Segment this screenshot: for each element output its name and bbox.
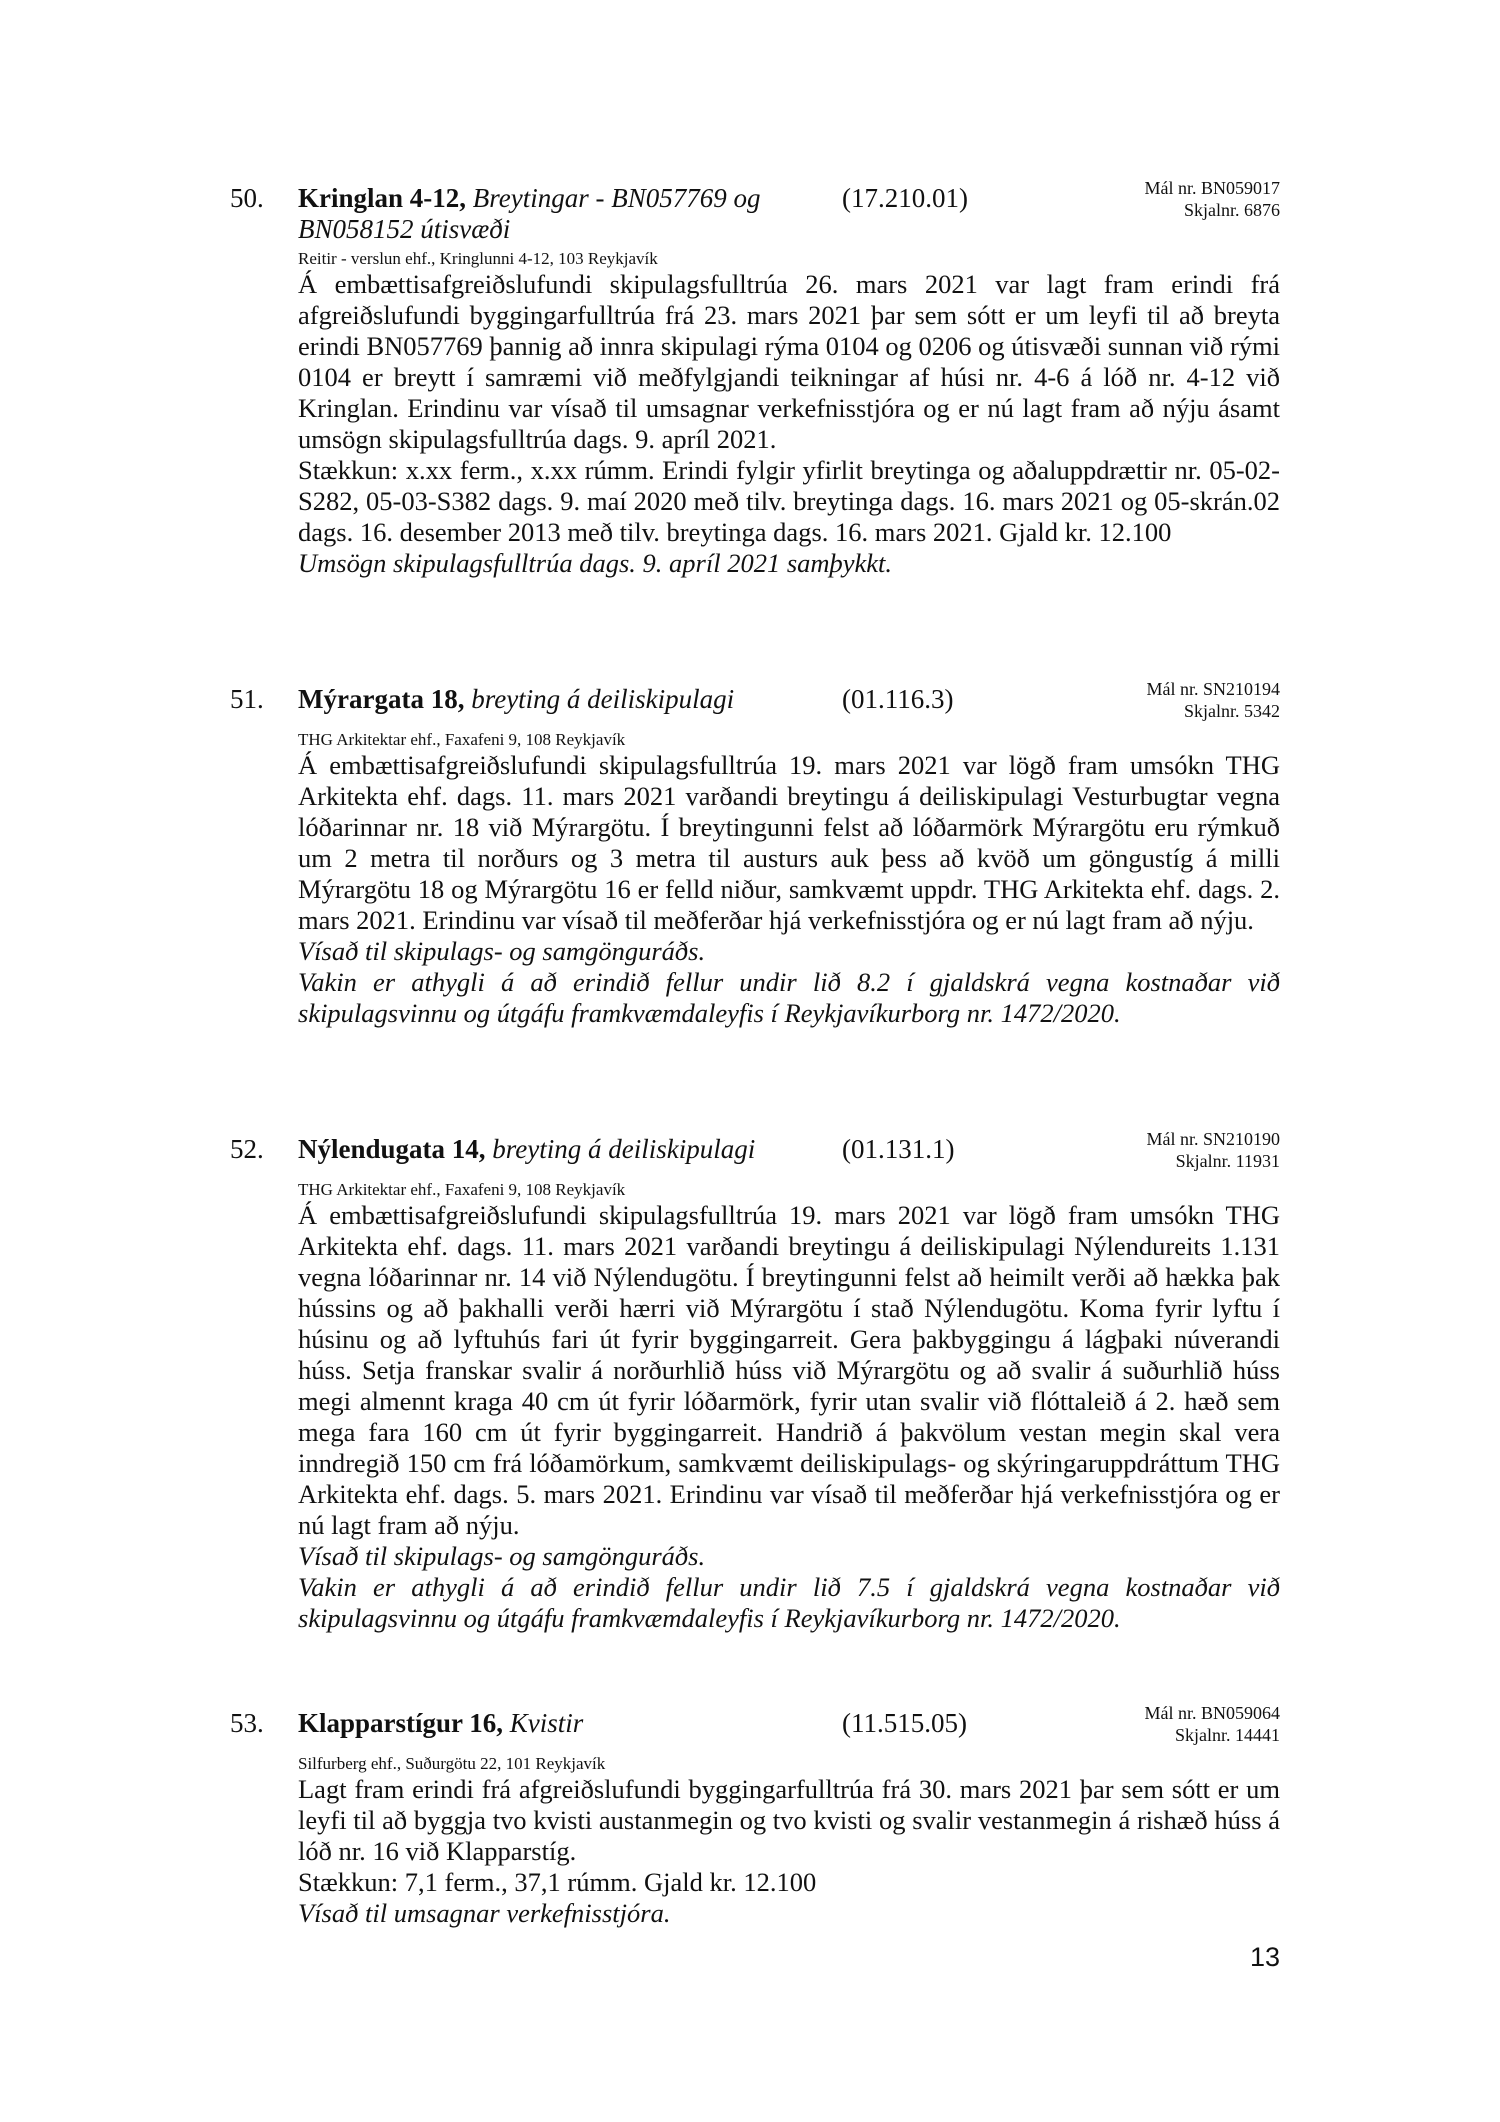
land-code: (17.210.01) [842, 183, 968, 213]
item-subject: Breytingar - BN057769 og BN058152 útisvæði [298, 183, 761, 244]
land-code: (01.131.1) [842, 1134, 955, 1164]
page-number: 13 [1249, 1942, 1280, 1972]
item-number: 50. [230, 183, 264, 213]
item-address: Nýlendugata 14, [298, 1134, 486, 1164]
applicant: THG Arkitektar ehf., Faxafeni 9, 108 Reykjavík [298, 730, 626, 749]
item-header [230, 679, 1280, 730]
decision: Umsögn skipulagsfulltrúa dags. 9. apríl 2021 samþykkt. [298, 548, 893, 578]
item-body [298, 269, 1280, 579]
item-header [230, 178, 1280, 249]
item-address: Kringlan 4-12, [298, 183, 467, 213]
item-number: 52. [230, 1134, 264, 1164]
paragraph: Á embættisafgreiðslufundi skipulagsfulltrúa 19. mars 2021 var lögð fram umsókn THG Arkitekta ehf. dags. 11. mars 2021 varðandi breytingu á deiliskipulagi Vesturbugtar vegna lóðarinnar nr. 18 við Mýrargötu. Í breytingunni felst að lóðarmörk Mýrargötu eru rýmkuð um 2 metra til norðurs og 3 metra til austurs auk þess að kvöð um göngustíg á milli Mýrargötu 18 og Mýrargötu 16 er felld niður, samkvæmt uppdr. THG Arkitekta ehf. dags. 2. mars 2021. Erindinu var vísað til meðferðar hjá verkefnisstjóra og er nú lagt fram að nýju. [298, 750, 1280, 935]
item-address: Klapparstígur 16, [298, 1708, 504, 1738]
item-title [298, 1134, 858, 1165]
agenda-item-52 [230, 1129, 1280, 1634]
document-number: Skjalnr. 14441 [1174, 1725, 1280, 1745]
document-number: Skjalnr. 11931 [1175, 1151, 1280, 1171]
item-body [298, 1200, 1280, 1634]
land-code: (01.116.3) [842, 684, 954, 714]
case-number: Mál nr. SN210190 [1146, 1129, 1280, 1149]
land-code: (11.515.05) [842, 1708, 967, 1738]
item-header [230, 1129, 1280, 1180]
item-header [230, 1703, 1280, 1754]
applicant: Silfurberg ehf., Suðurgötu 22, 101 Reykjavík [298, 1754, 606, 1773]
decision: Vísað til skipulags- og samgönguráðs. [298, 936, 706, 966]
paragraph: Á embættisafgreiðslufundi skipulagsfulltrúa 19. mars 2021 var lögð fram umsókn THG Arkitekta ehf. dags. 11. mars 2021 varðandi breytingu á deiliskipulagi Nýlendureits 1.131 vegna lóðarinnar nr. 14 við Nýlendugötu. Í breytingunni felst að heimilt verði að hækka þak hússins og að þakhalli verði hærri við Mýrargötu í stað Nýlendugötu. Koma fyrir lyftu í húsinu og að lyftuhús fari út fyrir byggingarreit. Gera þakbyggingu á lágþaki núverandi húss. Setja franskar svalir á norðurhlið húss við Mýrargötu og að svalir á suðurhlið húss megi almennt kraga 40 cm út fyrir lóðarmörk, fyrir utan svalir við flóttaleið á 2. hæð sem mega fara 160 cm út fyrir byggingarreit. Handrið á þakvölum vestan megin skal vera inndregið 150 cm frá lóðamörkum, samkvæmt deiliskipulags- og skýringaruppdráttum THG Arkitekta ehf. dags. 5. mars 2021. Erindinu var vísað til meðferðar hjá verkefnisstjóra og er nú lagt fram að nýju. [298, 1200, 1280, 1540]
document-number: Skjalnr. 6876 [1183, 200, 1280, 220]
item-title [298, 183, 858, 245]
item-number: 53. [230, 1708, 264, 1738]
item-subject: breyting á deiliskipulagi [471, 684, 735, 714]
applicant: Reitir - verslun ehf., Kringlunni 4-12, 103 Reykjavík [298, 249, 658, 268]
document-number: Skjalnr. 5342 [1183, 701, 1280, 721]
item-title [298, 1708, 858, 1739]
item-body [298, 1774, 1280, 1929]
applicant: THG Arkitektar ehf., Faxafeni 9, 108 Reykjavík [298, 1180, 626, 1199]
item-body [298, 750, 1280, 1029]
agenda-item-50 [230, 178, 1280, 579]
paragraph: Á embættisafgreiðslufundi skipulagsfulltrúa 26. mars 2021 var lagt fram erindi frá afgreiðslufundi byggingarfulltrúa frá 23. mars 2021 þar sem sótt er um leyfi til að breyta erindi BN057769 þannig að innra skipulagi rýma 0104 og 0206 og útisvæði sunnan við rými 0104 er breytt í samræmi við meðfylgjandi teikningar af húsi nr. 4-6 á lóð nr. 4-12 við Kringlan. Erindinu var vísað til umsagnar verkefnisstjóra og er nú lagt fram að nýju ásamt umsögn skipulagsfulltrúa dags. 9. apríl 2021. [298, 269, 1280, 454]
case-number: Mál nr. BN059064 [1144, 1703, 1280, 1723]
item-number: 51. [230, 684, 264, 714]
item-subject: breyting á deiliskipulagi [492, 1134, 756, 1164]
paragraph: Stækkun: 7,1 ferm., 37,1 rúmm. Gjald kr. 12.100 [298, 1867, 817, 1897]
paragraph: Lagt fram erindi frá afgreiðslufundi byggingarfulltrúa frá 30. mars 2021 þar sem sótt er um leyfi til að byggja tvo kvisti austanmegin og tvo kvisti og svalir vestanmegin á rishæð húss á lóð nr. 16 við Klapparstíg. [298, 1774, 1280, 1866]
case-reference [1146, 678, 1280, 722]
decision: Vísað til umsagnar verkefnisstjóra. [298, 1898, 671, 1928]
fee-note: Vakin er athygli á að erindið fellur undir lið 8.2 í gjaldskrá vegna kostnaðar við skipulagsvinnu og útgáfu framkvæmdaleyfis í Reykjavíkurborg nr. 1472/2020. [298, 967, 1280, 1028]
decision: Vísað til skipulags- og samgönguráðs. [298, 1541, 706, 1571]
case-reference [1146, 1128, 1280, 1172]
item-address: Mýrargata 18, [298, 684, 465, 714]
case-reference [1144, 177, 1280, 221]
item-subject: Kvistir [509, 1708, 584, 1738]
item-title [298, 684, 858, 715]
case-reference [1144, 1702, 1280, 1746]
fee-note: Vakin er athygli á að erindið fellur undir lið 7.5 í gjaldskrá vegna kostnaðar við skipulagsvinnu og útgáfu framkvæmdaleyfis í Reykjavíkurborg nr. 1472/2020. [298, 1572, 1280, 1633]
agenda-item-53 [230, 1703, 1280, 1929]
paragraph: Stækkun: x.xx ferm., x.xx rúmm. Erindi fylgir yfirlit breytinga og aðaluppdrættir nr. 05-02-S282, 05-03-S382 dags. 9. maí 2020 með tilv. breytinga dags. 16. mars 2021 og 05-skrán.02 dags. 16. desember 2013 með tilv. breytinga dags. 16. mars 2021. Gjald kr. 12.100 [298, 455, 1280, 547]
agenda-item-51 [230, 679, 1280, 1029]
case-number: Mál nr. SN210194 [1146, 679, 1280, 699]
case-number: Mál nr. BN059017 [1144, 178, 1280, 198]
